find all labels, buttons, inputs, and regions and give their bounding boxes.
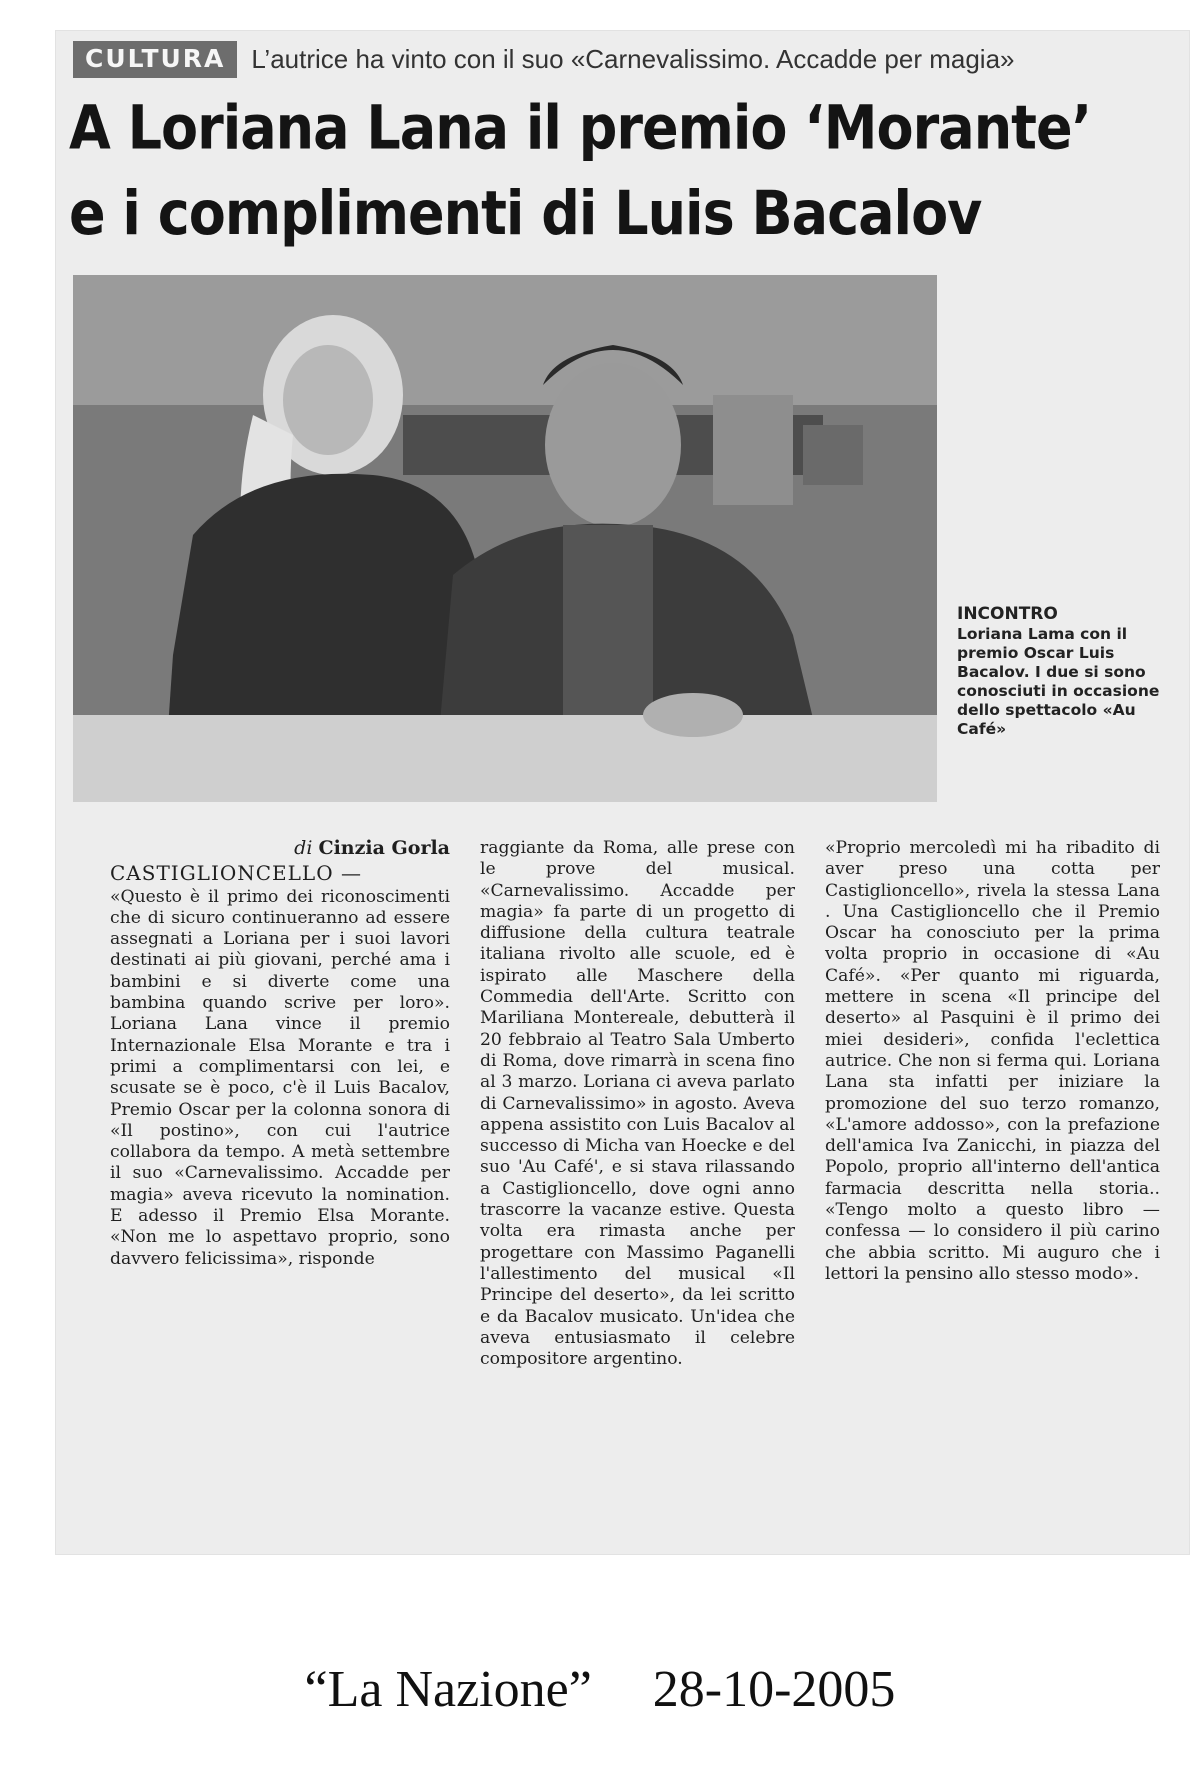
column-2-text: raggiante da Roma, alle prese con le prove del musical. «Carnevalissimo. Accadde per magia» fa parte di un progetto di diffusione della cultura teatrale italiana rivolto alle scuole, ed è ispirato alle Maschere della Commedia dell'Arte. Scritto con Mariliana Montereale, debutterà il 20 febbraio al Teatro Sala Umberto di Roma, dove rimarrà in scena fino al 3 marzo. Loriana ci aveva parlato di Carnevalissimo» in agosto. Aveva appena assistito con Luis Bacalov al successo di Micha van Hoecke e del suo 'Au Café', e si stava rilassando a Castiglioncello, dove ogni anno trascorre la vacanze estive. Questa volta era rimasta anche per progettare con Massimo Paganelli l'allestimento del musical «Il Principe del deserto», da lei scritto e da Bacalov musicato. Un'idea che aveva entusiasmato il celebre compositore argentino. [480,838,795,1370]
publication-date: 28-10-2005 [652,1661,896,1718]
article-body [110,838,1160,1370]
headline [69,86,1179,256]
headline-line-2: e i complimenti di Luis Bacalov [69,177,982,249]
photo-caption [957,605,1187,739]
newspaper-clipping [55,30,1190,1555]
column-1 [110,838,450,1370]
column-2 [480,838,795,1370]
newspaper-name: “La Nazione” [304,1661,592,1718]
caption-text: Loriana Lama con il premio Oscar Luis Bacalov. I due si sono conosciuti in occasione dello spettacolo «Au Café» [957,625,1160,738]
column-3 [825,838,1160,1370]
byline-prefix: di [294,837,313,859]
column-3-text: «Proprio mercoledì mi ha ribadito di aver preso una cotta per Castiglioncello», rivela la stessa Lana . Una Castiglioncello che il Premio Oscar ha conosciuto per la prima volta proprio in occasione di «Au Café». «Per quanto mi riguarda, mettere in scena «Il principe del deserto» al Pasquini è il primo dei miei desideri», confida l'eclettica autrice. Che non si ferma qui. Loriana Lana sta infatti per iniziare la promozione del suo terzo romanzo, «L'amore addosso», con la prefazione dell'amica Iva Zanicchi, in piazza del Popolo, proprio all'interno dell'antica farmacia descritta nella storia.. «Tengo molto a questo libro — confessa — lo considero il più carino che abbia scritto. Mi auguro che i lettori la pensino allo stesso modo». [825,838,1160,1284]
byline-author: Cinzia Gorla [318,837,450,859]
dateline: CASTIGLIONCELLO — [110,861,362,886]
article-photo [73,275,937,802]
kicker-text: L’autrice ha vinto con il suo «Carnevalissimo. Accadde per magia» [251,43,1015,74]
section-tag: CULTURA [73,41,237,78]
headline-line-1: A Loriana Lana il premio ‘Morante’ [69,92,1092,164]
byline [110,838,450,859]
kicker-row [73,40,1015,78]
column-1-text: «Questo è il primo dei riconoscimenti che di sicuro continueranno ad essere assegnati a Loriana per i suoi lavori destinati ai più giovani, perché ama i bambini e si diverte come una bambina quando scrive per loro». Loriana Lana vince il premio Internazionale Elsa Morante e tra i primi a complimentarsi con lei, e scusate se è poco, c'è il Luis Bacalov, Premio Oscar per la colonna sonora di «Il postino», con cui l'autrice collabora da tempo. A metà settembre il suo «Carnevalissimo. Accadde per magia» aveva ricevuto la nomination. E adesso il Premio Elsa Morante. «Non me lo aspettavo proprio, sono davvero felicissima», risponde [110,886,450,1269]
source-caption [0,1660,1200,1719]
photo-illustration [73,275,937,802]
caption-label: INCONTRO [957,604,1058,624]
